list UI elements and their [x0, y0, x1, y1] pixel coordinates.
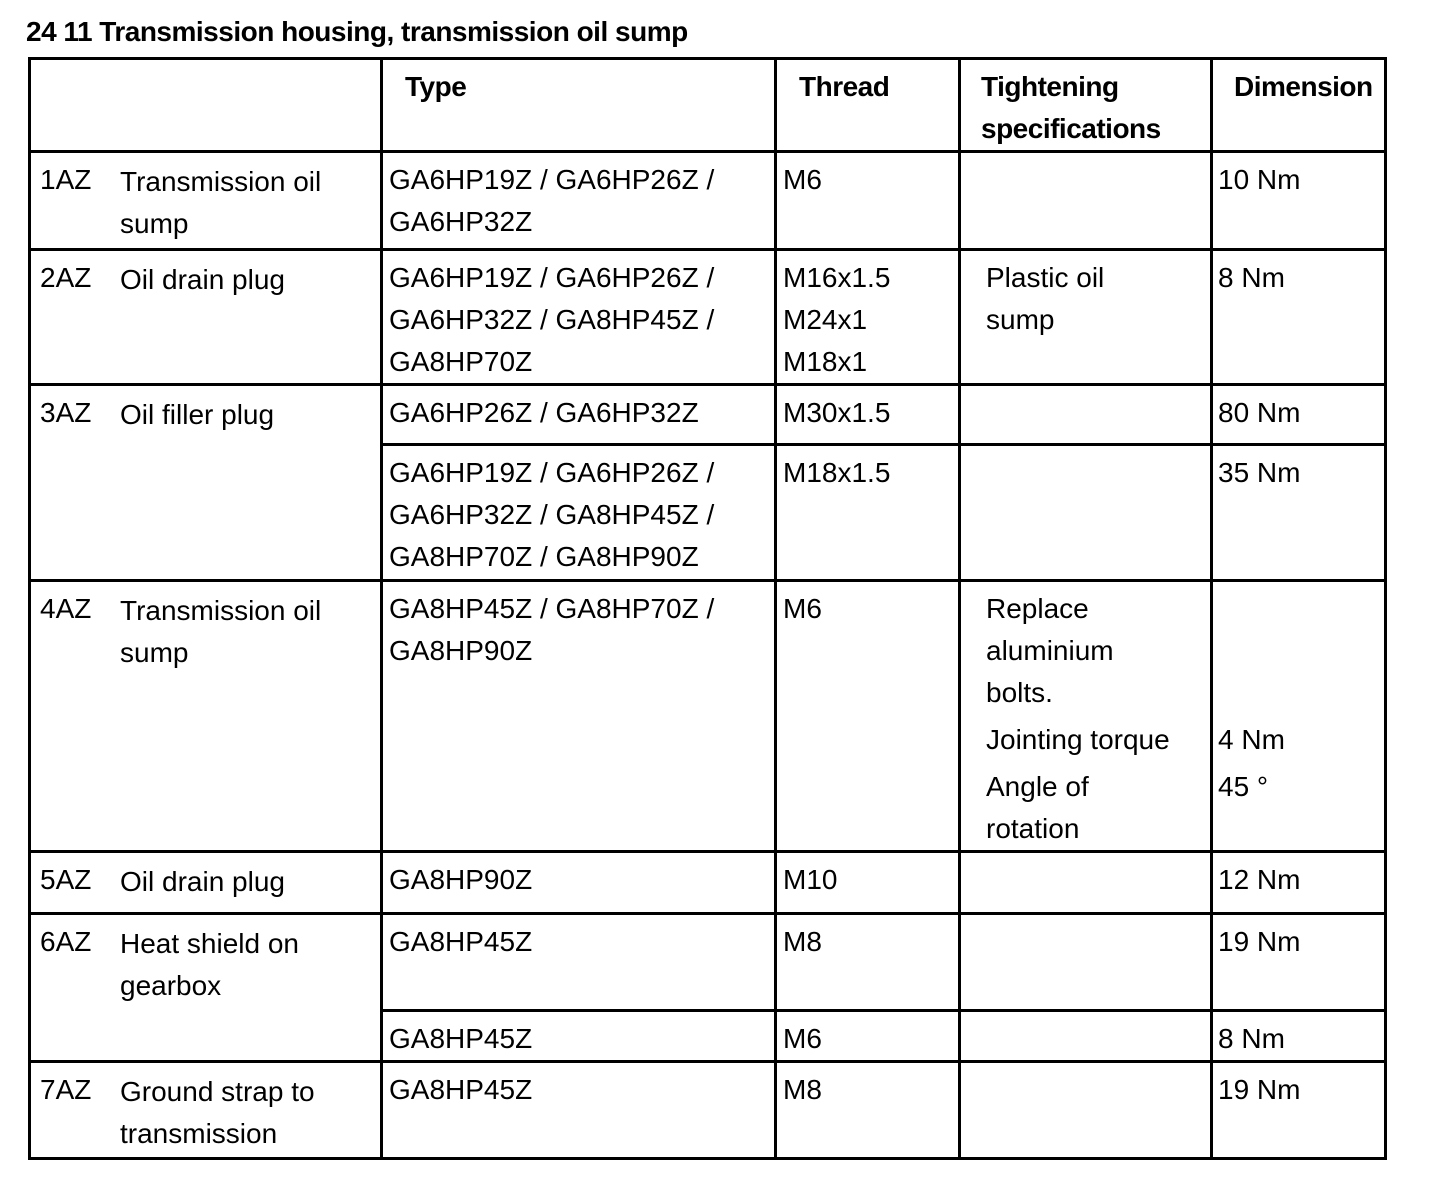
type-cell: GA6HP26Z / GA6HP32Z — [382, 385, 776, 445]
thread-cell: M18x1.5 — [776, 445, 960, 581]
thread-cell: M6 — [776, 1011, 960, 1062]
table-row — [30, 250, 1386, 385]
item-cell — [30, 914, 382, 1062]
table-row — [30, 1062, 1386, 1159]
thread-cell: M16x1.5 M24x1 M18x1 — [776, 250, 960, 385]
type-cell: GA8HP45Z — [382, 1011, 776, 1062]
type-cell: GA6HP19Z / GA6HP26Z / GA6HP32Z / GA8HP45Z / GA8HP70Z / GA8HP90Z — [382, 445, 776, 581]
item-cell — [30, 852, 382, 914]
dimension-cell: 10 Nm — [1212, 152, 1386, 250]
table-header-row — [30, 59, 1386, 152]
item-code: 4AZ — [40, 593, 92, 624]
type-cell: GA8HP45Z / GA8HP70Z / GA8HP90Z — [382, 581, 776, 852]
table-row — [30, 152, 1386, 250]
item-cell — [30, 1062, 382, 1159]
dimension-cell: 12 Nm — [1212, 852, 1386, 914]
thread-cell: M8 — [776, 914, 960, 1011]
item-cell — [30, 250, 382, 385]
dimension-cell: 35 Nm — [1212, 445, 1386, 581]
type-cell: GA6HP19Z / GA6HP26Z / GA6HP32Z / GA8HP45Z / GA8HP70Z — [382, 250, 776, 385]
spec-cell — [960, 1062, 1212, 1159]
dimension-cell: 80 Nm — [1212, 385, 1386, 445]
item-name: Heat shield on gearbox — [120, 928, 300, 1001]
item-name: Transmission oil sump — [120, 166, 322, 239]
spec-cell: Replace aluminium bolts. Jointing torque Angle of rotation — [960, 581, 1212, 852]
item-name: Ground strap to transmission — [120, 1076, 315, 1149]
thread-cell: M10 — [776, 852, 960, 914]
table-row — [30, 581, 1386, 852]
header-dimension: Dimension — [1212, 59, 1386, 152]
item-name: Oil drain plug — [120, 264, 285, 295]
type-cell: GA8HP45Z — [382, 1062, 776, 1159]
item-code: 2AZ — [40, 262, 92, 293]
thread-cell: M6 — [776, 152, 960, 250]
spec-cell — [960, 385, 1212, 445]
item-code: 5AZ — [40, 864, 92, 895]
spec-cell — [960, 152, 1212, 250]
item-cell — [30, 152, 382, 250]
thread-cell: M6 — [776, 581, 960, 852]
header-tightening: Tightening specifications — [960, 59, 1212, 152]
thread-cell: M8 — [776, 1062, 960, 1159]
table-row — [30, 914, 1386, 1011]
page-title: 24 11 Transmission housing, transmission oil sump — [26, 16, 688, 47]
type-cell: GA8HP45Z — [382, 914, 776, 1011]
item-cell — [30, 581, 382, 852]
spec-cell: Plastic oil sump — [960, 250, 1212, 385]
spec-cell — [960, 852, 1212, 914]
item-code: 7AZ — [40, 1074, 92, 1105]
table-row — [30, 852, 1386, 914]
dimension-cell: 19 Nm — [1212, 914, 1386, 1011]
item-name: Oil filler plug — [120, 399, 275, 430]
tightening-spec-table — [28, 57, 1387, 1160]
spec-cell — [960, 914, 1212, 1011]
header-thread: Thread — [776, 59, 960, 152]
item-name: Oil drain plug — [120, 866, 285, 897]
item-cell — [30, 385, 382, 581]
item-code: 1AZ — [40, 164, 92, 195]
table-row — [30, 385, 1386, 445]
dimension-cell: 8 Nm — [1212, 250, 1386, 385]
type-cell: GA8HP90Z — [382, 852, 776, 914]
header-item — [30, 59, 382, 152]
item-code: 3AZ — [40, 397, 92, 428]
item-code: 6AZ — [40, 926, 92, 957]
header-type: Type — [382, 59, 776, 152]
dimension-cell: 8 Nm — [1212, 1011, 1386, 1062]
type-cell: GA6HP19Z / GA6HP26Z / GA6HP32Z — [382, 152, 776, 250]
dimension-cell: 19 Nm — [1212, 1062, 1386, 1159]
spec-cell — [960, 445, 1212, 581]
spec-cell — [960, 1011, 1212, 1062]
dimension-cell: 4 Nm 45 ° — [1212, 581, 1386, 852]
item-name: Transmission oil sump — [120, 595, 322, 668]
thread-cell: M30x1.5 — [776, 385, 960, 445]
